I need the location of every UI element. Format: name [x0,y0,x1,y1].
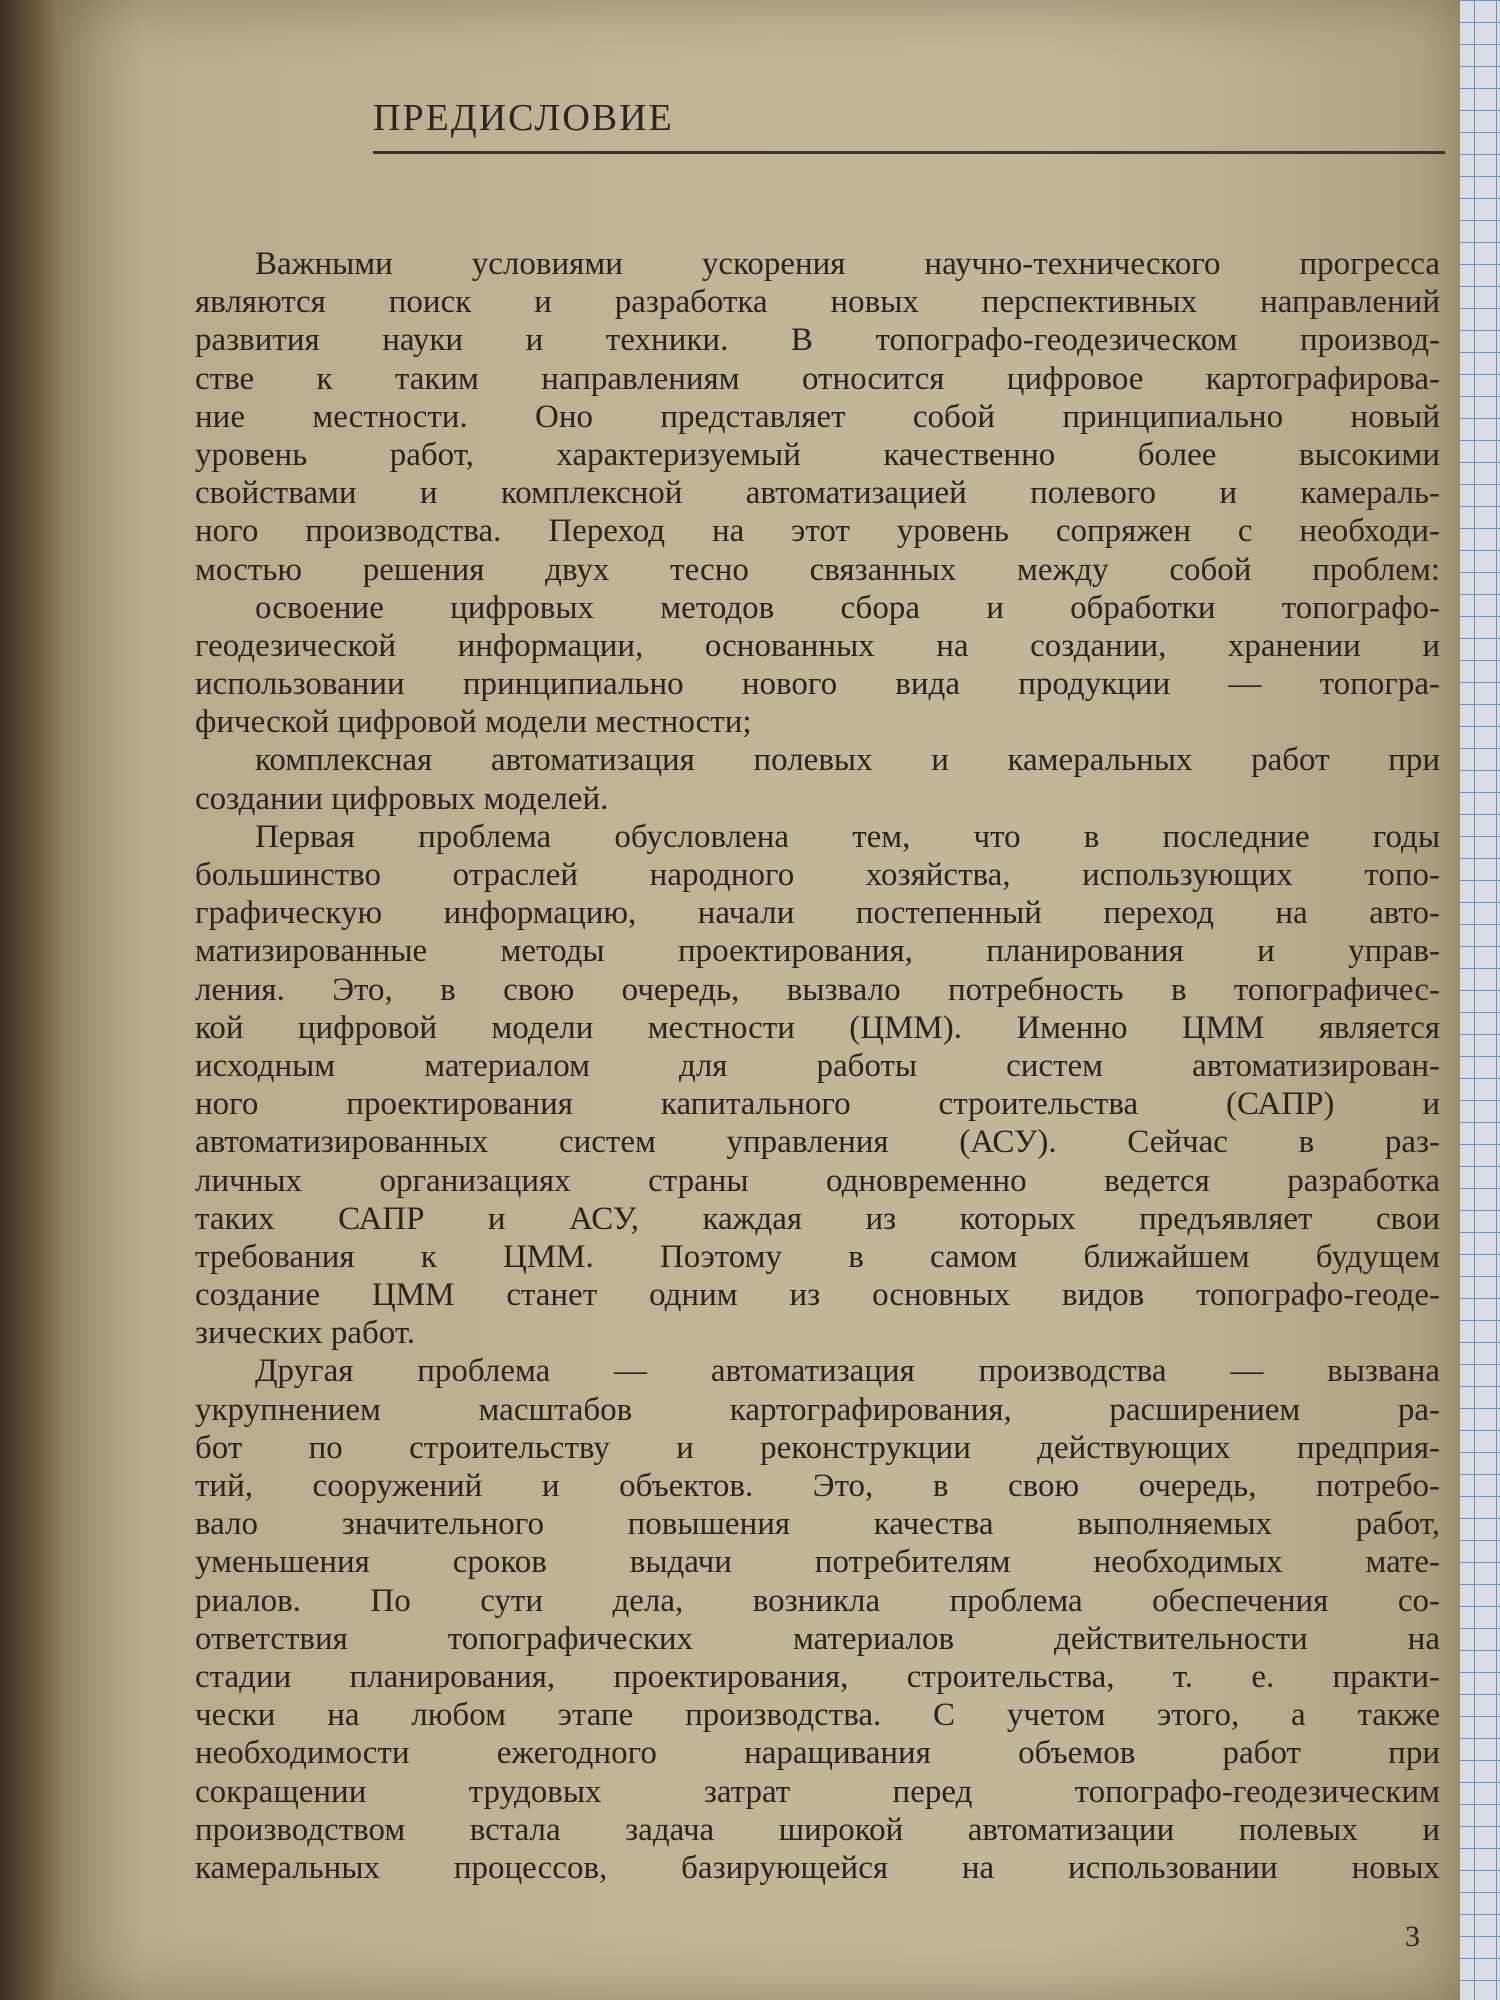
text-line: создании цифровых моделей. [195,780,609,817]
page-number: 3 [1405,1920,1420,1953]
text-line: графическую информацию, начали постепенный переход на авто- [195,895,1440,932]
text-line: кой цифровой модели местности (ЦММ). Именно ЦММ является [195,1009,1440,1046]
text-line: таких САПР и АСУ, каждая из которых предъявляет свои [195,1200,1440,1237]
text-line: Другая проблема — автоматизация производства — вызвана [255,1353,1440,1390]
text-line: мостью решения двух тесно связанных между собой проблем: [195,551,1440,588]
text-line: сокращении трудовых затрат перед топографо-геодезическим [195,1773,1440,1810]
text-line: ние местности. Оно представляет собой принципиально новый [195,398,1440,435]
text-line: ного проектирования капитального строительства (САПР) и [195,1086,1440,1123]
text-line: комплексная автоматизация полевых и камеральных работ при [255,742,1440,779]
body-text [195,245,1440,1887]
text-line: вало значительного повышения качества выполняемых работ, [195,1506,1440,1543]
text-line: развития науки и техники. В топографо-геодезическом производ- [195,322,1440,359]
text-line: создание ЦММ станет одним из основных видов топографо-геоде- [195,1277,1440,1314]
text-line: Важными условиями ускорения научно-технического прогресса [255,246,1440,282]
page-heading: ПРЕДИСЛОВИЕ [373,97,674,139]
text-line: необходимости ежегодного наращивания объемов работ при [195,1735,1440,1772]
text-line: камеральных процессов, базирующейся на использовании новых [195,1849,1440,1886]
text-line: бот по строительству и реконструкции действующих предприя- [195,1429,1440,1466]
text-line: исходным материалом для работы систем автоматизирован- [195,1047,1440,1084]
text-line: чески на любом этапе производства. С учетом этого, а также [195,1697,1440,1734]
text-line: использовании принципиально нового вида продукции — топогра- [195,666,1440,703]
text-line: освоение цифровых методов сбора и обработки топографо- [255,589,1440,626]
text-line: фической цифровой модели местности; [195,704,752,741]
text-line: риалов. По сути дела, возникла проблема обеспечения со- [195,1582,1440,1619]
text-line: производством встала задача широкой автоматизации полевых и [195,1811,1440,1848]
text-line: зических работ. [195,1315,416,1352]
text-line: матизированные методы проектирования, планирования и управ- [195,933,1440,970]
book-page [60,0,1460,2000]
text-line: свойствами и комплексной автоматизацией полевого и камераль- [195,475,1440,512]
text-line: уровень работ, характеризуемый качественно более высокими [195,436,1440,473]
text-line: геодезической информации, основанных на создании, хранении и [195,627,1440,664]
text-line: ответствия топографических материалов действительности на [195,1620,1440,1657]
heading-underline [373,151,1445,154]
text-line: большинство отраслей народного хозяйства, использующих топо- [195,857,1440,893]
text-line: уменьшения сроков выдачи потребителям необходимых мате- [195,1544,1440,1581]
text-line: укрупнением масштабов картографирования, расширением ра- [195,1391,1440,1428]
text-line: ного производства. Переход на этот уровень сопряжен с необходи- [195,513,1440,550]
text-line: тий, сооружений и объектов. Это, в свою очередь, потребо- [195,1468,1440,1504]
text-line: ления. Это, в свою очередь, вызвало потребность в топографичес- [195,971,1440,1008]
text-line: являются поиск и разработка новых перспективных направлений [195,284,1440,321]
text-line: стве к таким направлениям относится цифровое картографирова- [195,360,1440,397]
text-line: Первая проблема обусловлена тем, что в последние годы [255,818,1440,855]
text-line: личных организациях страны одновременно ведется разработка [195,1162,1440,1199]
text-line: автоматизированных систем управления (АСУ). Сейчас в раз- [195,1124,1440,1161]
text-line: стадии планирования, проектирования, строительства, т. е. практи- [195,1658,1440,1695]
text-line: требования к ЦММ. Поэтому в самом ближайшем будущем [195,1238,1440,1275]
